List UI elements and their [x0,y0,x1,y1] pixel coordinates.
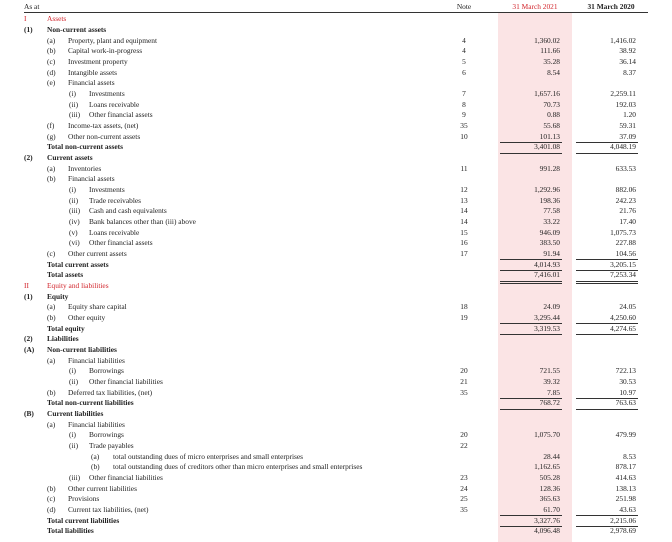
table-row [0,388,672,399]
value-2020: 10.97 [619,387,636,397]
note-ref: 24 [460,483,468,493]
row-label: Other financial liabilities [89,473,163,482]
row-number: I [24,14,27,24]
row-label: Provisions [68,494,100,504]
value-2020: 24.05 [619,302,636,312]
table-row [0,89,672,100]
row-label: Non-current liabilities [47,344,117,354]
note-ref: 23 [460,473,468,482]
row-label: Current tax liabilities, (net) [68,505,149,515]
value-2021: 8.54 [547,67,560,77]
row-letter: (b) [47,312,56,322]
table-row [0,494,672,505]
table-row [0,14,672,25]
value-2021: 35.28 [543,56,560,66]
value-2020: 4,274.65 [610,323,636,333]
value-2021: 1,657.16 [534,88,560,98]
note-ref: 8 [462,99,466,109]
value-2021: 3,401.08 [534,142,560,152]
value-2020: 36.14 [619,56,636,66]
row-label: Non-current assets [47,24,107,34]
value-2020: 3,205.15 [610,259,636,269]
header-rule [24,12,648,13]
row-letter: (a) [47,302,56,312]
table-row [0,441,672,452]
row-label: Assets [47,14,67,24]
row-label: Current assets [47,152,93,162]
table-row [0,100,672,111]
value-2021: 365.63 [539,494,560,504]
value-2020: 1,075.73 [610,227,636,237]
row-label: Financial assets [68,78,115,88]
value-2021: 198.36 [539,195,560,205]
table-row [0,366,672,377]
value-2020: 7,253.34 [610,270,636,280]
row-label: Financial liabilities [68,355,125,365]
note-ref: 19 [460,312,468,322]
row-letter: (g) [47,131,56,141]
note-ref: 21 [460,376,468,386]
row-label: Total equity [47,323,85,333]
note-ref: 20 [460,366,468,376]
note-ref: 4 [462,46,466,56]
column-header-2021: 31 March 2021 [512,2,558,11]
row-label: Capital work-in-progress [68,46,143,56]
row-letter: (iii) [69,110,81,120]
row-letter: (e) [47,78,56,88]
value-2021: 721.55 [539,366,560,376]
row-number: (1) [24,291,33,301]
row-letter: (b) [47,387,56,397]
row-label: Trade payables [89,441,134,450]
value-2021: 3,295.44 [534,312,560,322]
row-label: Investment property [68,56,128,66]
note-ref: 17 [460,248,468,258]
row-letter: (a) [47,355,56,365]
row-label: Investments [89,184,125,194]
row-label: Total current assets [47,259,109,269]
value-2021: 39.32 [543,376,560,386]
row-letter: (i) [69,184,76,194]
row-label: Other current assets [68,248,127,258]
table-row [0,46,672,57]
table-row [0,68,672,79]
table-row [0,270,672,281]
row-label: Inventories [68,163,102,173]
value-2021: 128.36 [539,483,560,493]
value-2021: 7,416.01 [534,270,560,280]
note-ref: 12 [460,184,468,194]
row-letter: (f) [47,120,55,130]
table-row [0,142,672,153]
row-number: II [24,280,29,290]
value-2021: 3,327.76 [534,515,560,525]
table-row [0,345,672,356]
table-row [0,132,672,143]
row-letter: (ii) [69,441,79,450]
row-label: Intangible assets [68,67,118,77]
note-ref: 11 [460,163,468,173]
table-row [0,334,672,345]
note-ref: 15 [460,227,468,237]
row-letter: (a) [47,35,56,45]
row-label: Income-tax assets, (net) [68,120,139,130]
column-header-2020: 31 March 2020 [587,2,635,11]
table-row [0,260,672,271]
row-label: total outstanding dues of creditors other than micro enterprises and small enterprises [113,462,363,472]
table-row [0,121,672,132]
table-row [0,356,672,367]
value-2021: 768.72 [539,398,560,408]
table-row [0,313,672,324]
row-number: (1) [24,24,33,34]
value-2020: 242.23 [615,195,636,205]
table-row [0,377,672,388]
table-row [0,228,672,239]
value-2020: 227.88 [615,238,636,248]
table-row [0,452,672,463]
row-letter: (b) [47,46,56,56]
row-label: Total non-current liabilities [47,398,134,408]
value-2021: 0.88 [547,110,560,120]
row-letter: (i) [69,430,76,440]
row-label: Bank balances other than (iii) above [89,216,196,226]
value-2020: 21.76 [619,206,636,216]
row-label: Trade receivables [89,195,142,205]
row-label: Loans receivable [89,227,140,237]
row-letter: (a) [47,163,56,173]
row-label: Equity and liabilities [47,280,109,290]
row-letter: (c) [47,56,56,66]
row-label: Current liabilities [47,408,104,418]
table-row [0,164,672,175]
value-2021: 7.85 [547,387,560,397]
value-2020: 1.20 [623,110,636,120]
row-letter: (v) [69,227,78,237]
row-label: Liabilities [47,334,79,344]
table-row [0,516,672,527]
note-ref: 20 [460,430,468,440]
table-row [0,153,672,164]
row-letter: (c) [47,248,56,258]
row-letter: (b) [47,174,56,184]
value-2021: 24.09 [543,302,560,312]
value-2020: 251.98 [615,494,636,504]
note-ref: 18 [460,302,468,312]
row-label: Other current liabilities [68,483,137,493]
row-label: Other financial liabilities [89,376,163,386]
row-label: Other non-current assets [68,131,141,141]
row-letter: (vi) [69,238,80,248]
table-row [0,302,672,313]
table-row [0,420,672,431]
row-label: Other financial assets [89,110,153,120]
value-2021: 3,319.53 [534,323,560,333]
table-row [0,249,672,260]
note-ref: 25 [460,494,468,504]
table-row [0,398,672,409]
table-row [0,78,672,89]
row-label: Total assets [47,270,84,280]
row-letter: (ii) [69,376,79,386]
table-row [0,185,672,196]
value-2020: 2,978.69 [610,526,636,536]
row-letter: (i) [69,366,76,376]
note-ref: 13 [460,195,468,205]
value-2021: 1,162.65 [534,462,560,472]
row-number: (2) [24,152,33,162]
value-2020: 633.53 [615,163,636,173]
row-letter: (ii) [69,195,79,205]
value-2021: 111.66 [540,46,560,56]
value-2021: 61.70 [543,505,560,515]
row-number: (A) [24,344,35,354]
table-row [0,526,672,537]
value-2021: 946.09 [539,227,560,237]
note-ref: 6 [462,67,466,77]
table-row [0,430,672,441]
value-2020: 4,048.19 [610,142,636,152]
value-2021: 505.28 [539,473,560,482]
table-row [0,36,672,47]
note-ref: 10 [460,131,468,141]
value-2020: 2,215.06 [610,515,636,525]
row-letter: (a) [91,451,100,461]
table-row [0,292,672,303]
value-2020: 104.56 [615,248,636,258]
row-label: Total current liabilities [47,515,120,525]
table-row [0,57,672,68]
value-2021: 4,014.93 [534,259,560,269]
row-label: Deferred tax liabilities, (net) [68,387,153,397]
note-ref: 35 [460,387,468,397]
table-row [0,238,672,249]
note-ref: 4 [462,35,466,45]
note-ref: 16 [460,238,468,248]
value-2020: 38.92 [619,46,636,56]
table-row [0,484,672,495]
row-letter: (b) [47,483,56,493]
note-ref: 22 [460,441,468,450]
table-row [0,409,672,420]
table-row [0,281,672,292]
note-column-header: Note [456,2,472,11]
row-label: Cash and cash equivalents [89,206,167,216]
value-2020: 8.37 [623,67,636,77]
value-2021: 91.94 [543,248,560,258]
row-label: Other financial assets [89,238,153,248]
row-letter: (iv) [69,216,80,226]
value-2020: 414.63 [615,473,636,482]
note-ref: 14 [460,206,468,216]
row-label: Borrowings [89,430,124,440]
table-row [0,473,672,484]
row-letter: (ii) [69,99,79,109]
row-letter: (i) [69,88,76,98]
row-number: (2) [24,334,33,344]
row-label: Loans receivable [89,99,140,109]
value-2021: 1,360.02 [534,35,560,45]
note-ref: 35 [460,505,468,515]
value-2021: 55.68 [543,120,560,130]
row-label: Other equity [68,312,106,322]
note-ref: 14 [460,216,468,226]
value-2020: 138.13 [615,483,636,493]
value-2021: 991.28 [539,163,560,173]
value-2020: 763.63 [615,398,636,408]
note-ref: 7 [462,88,466,98]
row-label: Total non-current assets [47,142,123,152]
value-2021: 28.44 [543,451,560,461]
table-row [0,324,672,335]
row-label: Property, plant and equipment [68,35,158,45]
table-row [0,217,672,228]
row-letter: (b) [91,462,100,472]
value-2020: 4,250.60 [610,312,636,322]
value-2021: 1,075.70 [534,430,560,440]
row-letter: (iii) [69,206,81,216]
row-label: Financial assets [68,174,115,184]
table-row [0,462,672,473]
row-label: Equity [47,291,69,301]
table-row [0,196,672,207]
value-2021: 33.22 [543,216,560,226]
value-2020: 30.53 [619,376,636,386]
row-letter: (c) [47,494,56,504]
row-label: Total liabilities [47,526,94,536]
value-2020: 479.99 [615,430,636,440]
value-2020: 722.13 [615,366,636,376]
row-label: Equity share capital [68,302,127,312]
row-letter: (iii) [69,473,81,482]
row-label: total outstanding dues of micro enterprises and small enterprises [113,451,304,461]
value-2020: 882.06 [615,184,636,194]
row-label: Borrowings [89,366,124,376]
value-2020: 17.40 [619,216,636,226]
row-number: (B) [24,408,34,418]
table-row [0,505,672,516]
value-2020: 37.09 [619,131,636,141]
value-2020: 43.63 [619,505,636,515]
table-row [0,25,672,36]
value-2020: 59.31 [619,120,636,130]
value-2020: 8.53 [623,451,636,461]
note-ref: 9 [462,110,466,120]
row-label: Investments [89,88,125,98]
value-2020: 878.17 [615,462,636,472]
row-letter: (d) [47,505,56,515]
value-2020: 1,416.02 [610,35,636,45]
value-2020: 2,259.11 [610,88,636,98]
note-ref: 5 [462,56,466,66]
value-2020: 192.03 [615,99,636,109]
as-at-label: As at [24,2,40,11]
row-label: Financial liabilities [68,419,125,429]
table-row [0,206,672,217]
value-2021: 70.73 [543,99,560,109]
value-2021: 1,292.96 [534,184,560,194]
value-2021: 383.50 [539,238,560,248]
value-2021: 101.13 [539,131,560,141]
note-ref: 35 [460,120,468,130]
table-row [0,174,672,185]
row-letter: (a) [47,419,56,429]
value-2021: 4,096.48 [534,526,560,536]
row-letter: (d) [47,67,56,77]
value-2021: 77.58 [543,206,560,216]
table-row [0,110,672,121]
